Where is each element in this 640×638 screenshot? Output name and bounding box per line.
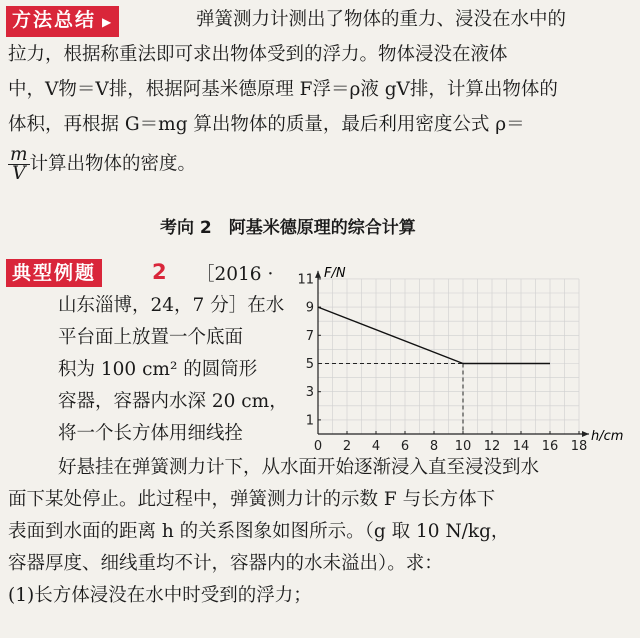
example-source-open: ［2016 · <box>196 264 274 285</box>
density-fraction <box>8 146 30 183</box>
x-tick-label: 16 <box>541 439 559 454</box>
x-tick-label: 4 <box>371 439 381 454</box>
y-tick-label: 11 <box>297 272 314 288</box>
y-axis-arrow <box>315 271 321 278</box>
summary-line-5-text: 计算出物体的密度。 <box>29 153 197 175</box>
x-tick-label: 14 <box>512 439 530 454</box>
fraction-numerator: m <box>10 144 28 165</box>
section-heading: 考向 2 阿基米德原理的综合计算 <box>160 218 416 238</box>
example-tag: 典型例题 <box>6 259 102 287</box>
x-tick-label: 12 <box>483 439 501 454</box>
x-tick-label: 6 <box>400 439 410 454</box>
fraction-denominator: V <box>12 163 26 184</box>
force-depth-chart <box>297 262 624 454</box>
example-line-1: 山东淄博，24，7 分］在水 <box>58 295 285 316</box>
y-tick-label: 3 <box>305 385 314 401</box>
summary-line-1: 弹簧测力计测出了物体的重力、浸没在水中的 <box>196 9 567 30</box>
play-arrow-icon: ▶ <box>102 15 114 29</box>
y-tick-label: 5 <box>305 357 314 372</box>
summary-line-4: 体积，再根据 G＝mg 算出物体的质量，最后利用密度公式 ρ＝ <box>8 114 525 135</box>
chart-ylabel: F/N <box>324 265 346 281</box>
example-line-5: 将一个长方体用细线拴 <box>58 423 244 444</box>
x-tick-label: 10 <box>454 439 472 454</box>
method-summary-tag <box>6 6 119 37</box>
example-line-2: 平台面上放置一个底面 <box>58 327 244 348</box>
x-tick-label: 8 <box>429 439 439 454</box>
y-tick-label: 9 <box>305 300 314 316</box>
example-line-7: 面下某处停止。此过程中，弹簧测力计的示数 F 与长方体下 <box>8 489 496 510</box>
example-line-10: (1)长方体浸没在水中时受到的浮力； <box>8 585 312 606</box>
x-tick-label: 2 <box>342 439 352 454</box>
example-line-3: 积为 100 cm² 的圆筒形 <box>58 359 258 380</box>
summary-line-5 <box>8 146 196 183</box>
example-line-4: 容器，容器内水深 20 cm， <box>58 391 288 412</box>
y-tick-label: 1 <box>305 413 314 429</box>
summary-line-3: 中，V物＝V排，根据阿基米德原理 F浮＝ρ液 gV排，计算出物体的 <box>8 79 558 100</box>
summary-line-2: 拉力，根据称重法即可求出物体受到的浮力。物体浸没在液体 <box>8 44 508 65</box>
example-line-6: 好悬挂在弹簧测力计下，从水面开始逐渐浸入直至浸没到水 <box>58 457 540 478</box>
chart-xlabel: h/cm <box>591 429 624 444</box>
chart-axes <box>315 271 589 437</box>
x-tick-label: 0 <box>313 439 323 454</box>
example-line-8: 表面到水面的距离 h 的关系图象如图所示。（g 取 10 N/kg， <box>8 521 510 542</box>
example-number: 2 <box>152 260 167 284</box>
y-tick-label: 7 <box>305 328 314 344</box>
method-summary-tag-label: 方法总结 <box>12 9 97 31</box>
example-line-9: 容器厚度、细线重均不计，容器内的水未溢出）。求： <box>8 553 443 574</box>
x-tick-label: 18 <box>570 439 588 454</box>
x-axis-arrow <box>582 431 589 437</box>
